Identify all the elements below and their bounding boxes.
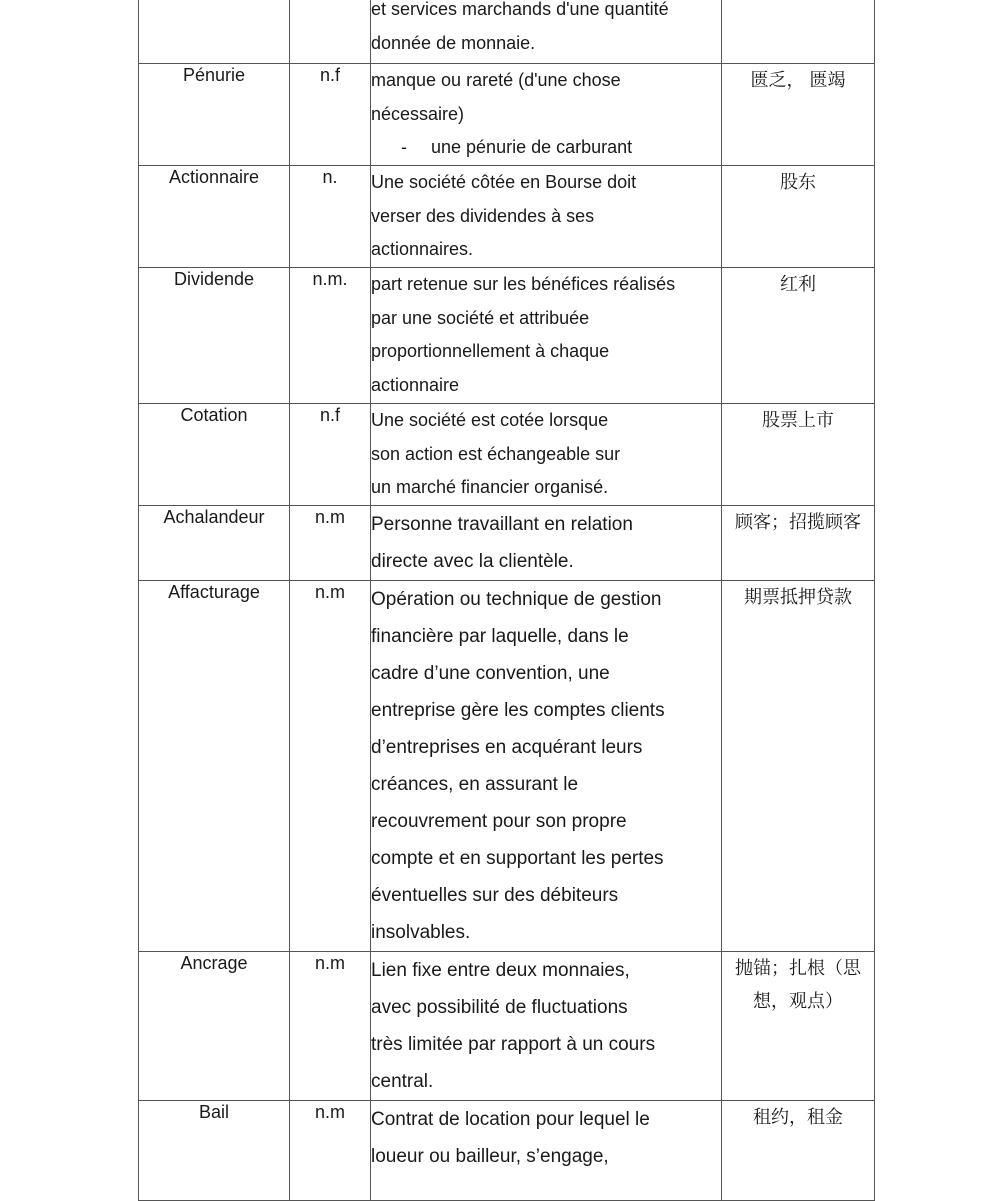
translation-cell: 股票上市 — [722, 404, 875, 506]
table-row — [139, 404, 875, 506]
definition-cell — [371, 0, 722, 64]
pos-cell: n.m — [290, 952, 371, 1101]
definition-line: central. — [371, 1071, 434, 1092]
translation-cell: 红利 — [722, 268, 875, 404]
table-row — [139, 268, 875, 404]
table-row — [139, 64, 875, 166]
definition-line: proportionnellement à chaque — [371, 341, 610, 361]
definition-line: Une société côtée en Bourse doit — [371, 172, 637, 192]
definition-line: recouvrement pour son propre — [371, 811, 627, 832]
translation-cell: 顾客；招揽顾客 — [722, 506, 875, 581]
pos-cell: n.m — [290, 506, 371, 581]
term-cell: Pénurie — [139, 64, 290, 166]
definition-cell — [371, 268, 722, 404]
pos-cell: n.f — [290, 404, 371, 506]
table-row — [139, 166, 875, 268]
table-row — [139, 952, 875, 1101]
table-row — [139, 506, 875, 581]
translation-cell: 租约，租金 — [722, 1101, 875, 1201]
definition-line: Lien fixe entre deux monnaies, — [371, 960, 630, 981]
definition-cell — [371, 1101, 722, 1201]
definition-line: éventuelles sur des débiteurs — [371, 885, 619, 906]
bullet-dash: - — [401, 137, 407, 157]
translation-line: 抛锚；扎根（思 — [735, 958, 861, 978]
translation-cell — [722, 0, 875, 64]
definition-cell — [371, 404, 722, 506]
definition-cell — [371, 506, 722, 581]
definition-line: donnée de monnaie. — [371, 32, 536, 53]
term-cell: Achalandeur — [139, 506, 290, 581]
translation-cell: 股东 — [722, 166, 875, 268]
pos-cell — [290, 0, 371, 64]
term-cell — [139, 0, 290, 64]
vocabulary-table — [138, 0, 875, 1201]
definition-line: par une société et attribuée — [371, 307, 590, 328]
pos-cell: n.m — [290, 581, 371, 952]
definition-line: part retenue sur les bénéfices réalisés — [371, 274, 676, 294]
definition-line: entreprise gère les comptes clients — [371, 700, 665, 721]
translation-cell: 期票抵押贷款 — [722, 581, 875, 952]
term-cell: Bail — [139, 1101, 290, 1201]
pos-cell: n.m — [290, 1101, 371, 1201]
definition-line: financière par laquelle, dans le — [371, 626, 629, 647]
term-cell: Affacturage — [139, 581, 290, 952]
example-text: une pénurie de carburant — [431, 137, 633, 157]
definition-line: compte et en supportant les pertes — [371, 848, 664, 869]
example-line — [371, 131, 721, 165]
definition-line: Opération ou technique de gestion — [371, 589, 662, 610]
table-row — [139, 0, 875, 64]
definition-line: un marché financier organisé. — [371, 477, 609, 497]
definition-cell — [371, 952, 722, 1101]
definition-line: actionnaires. — [371, 239, 474, 259]
definition-line: loueur ou bailleur, s’engage, — [371, 1146, 609, 1167]
definition-line: insolvables. — [371, 922, 471, 943]
translation-cell — [722, 952, 875, 1101]
pos-cell: n. — [290, 166, 371, 268]
definition-line: cadre d’une convention, une — [371, 663, 610, 684]
table-row — [139, 1101, 875, 1201]
definition-line: avec possibilité de fluctuations — [371, 997, 628, 1018]
definition-line: verser des dividendes à ses — [371, 205, 595, 226]
term-cell: Actionnaire — [139, 166, 290, 268]
definition-line: très limitée par rapport à un cours — [371, 1034, 656, 1055]
definition-line: d’entreprises en acquérant leurs — [371, 737, 643, 758]
definition-line: Une société est cotée lorsque — [371, 410, 609, 430]
term-cell: Dividende — [139, 268, 290, 404]
translation-line: 想，观点） — [753, 991, 843, 1011]
term-cell: Cotation — [139, 404, 290, 506]
table-row — [139, 581, 875, 952]
definition-line: nécessaire) — [371, 103, 465, 124]
definition-line: Personne travaillant en relation — [371, 514, 633, 535]
definition-line: manque ou rareté (d'une chose — [371, 70, 621, 90]
term-cell: Ancrage — [139, 952, 290, 1101]
definition-line: créances, en assurant le — [371, 774, 579, 795]
definition-line: actionnaire — [371, 374, 460, 395]
definition-line: et services marchands d'une quantité — [371, 0, 669, 19]
translation-cell: 匮乏， 匮竭 — [722, 64, 875, 166]
definition-line: directe avec la clientèle. — [371, 551, 574, 572]
definition-cell — [371, 166, 722, 268]
definition-line: Contrat de location pour lequel le — [371, 1109, 650, 1130]
pos-cell: n.f — [290, 64, 371, 166]
definition-line: son action est échangeable sur — [371, 443, 621, 464]
definition-cell — [371, 581, 722, 952]
pos-cell: n.m. — [290, 268, 371, 404]
definition-cell — [371, 64, 722, 166]
